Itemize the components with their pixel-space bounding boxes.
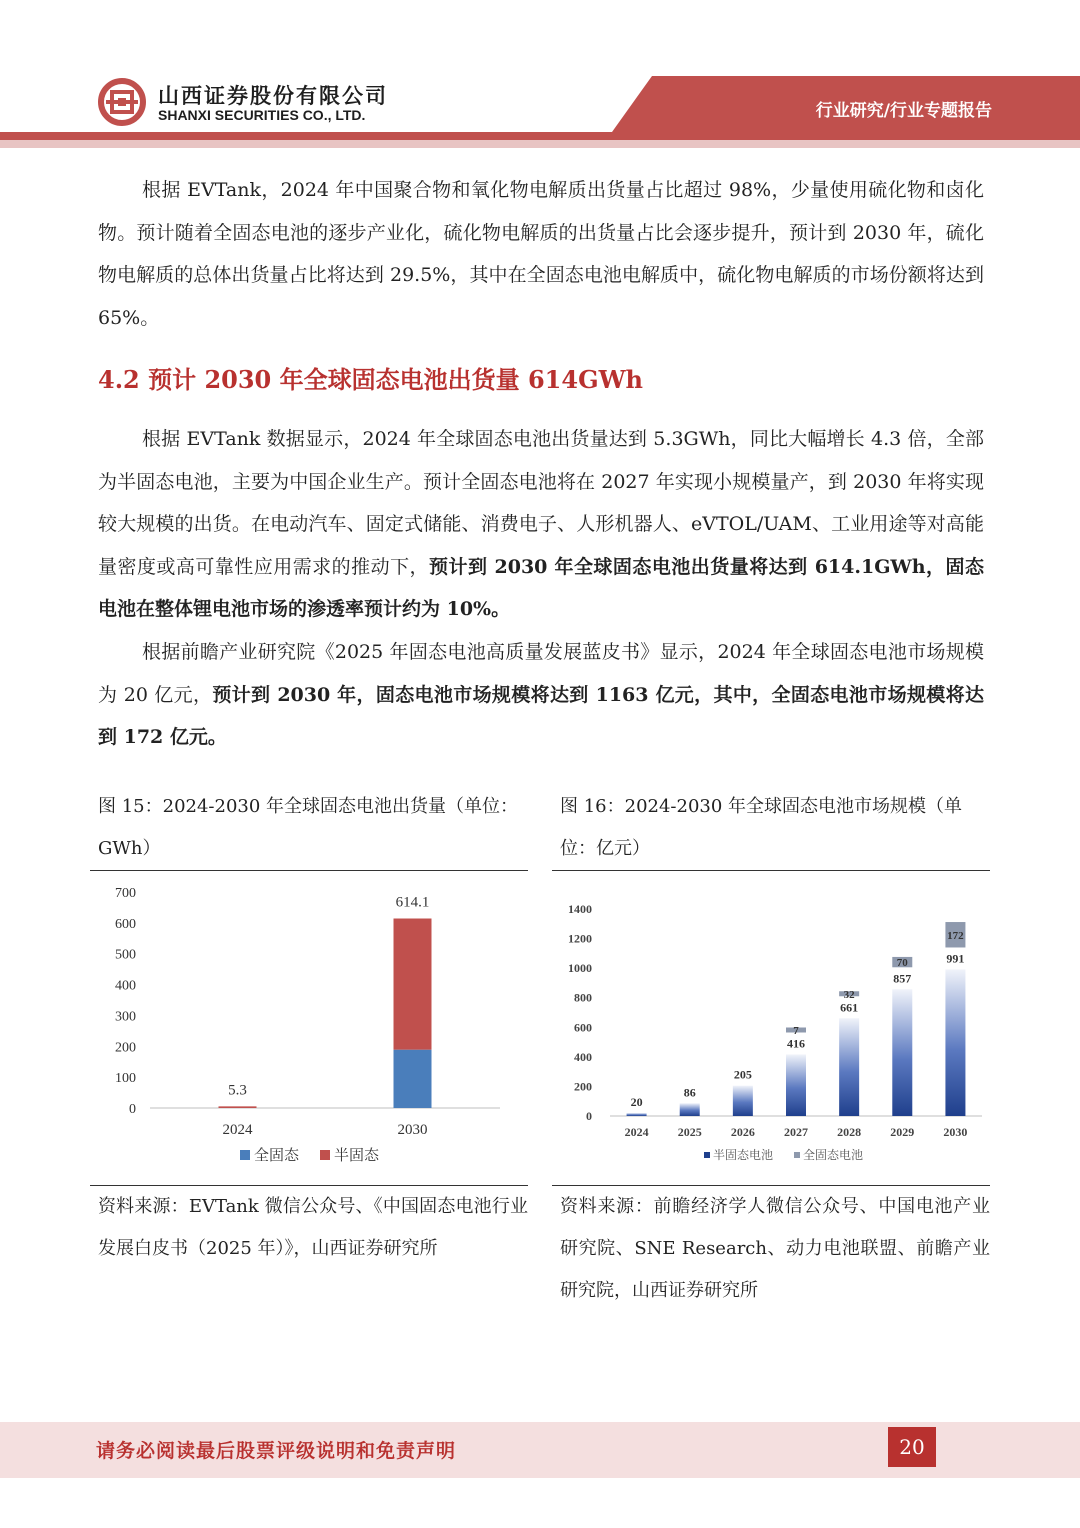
bar-all-label: 32 <box>843 988 855 1001</box>
figure15-chart <box>90 874 530 1184</box>
bar-semi-solid <box>945 969 965 1116</box>
report-type-label: 行业研究/行业专题报告 <box>815 101 992 121</box>
figure15-top-rule <box>90 870 528 871</box>
bar-semi-label: 20 <box>630 1095 643 1110</box>
y-tick-label: 100 <box>115 1071 136 1087</box>
company-name-en: SHANXI SECURITIES CO., LTD. <box>158 107 366 123</box>
y-tick-label: 0 <box>129 1102 136 1117</box>
y-tick-label: 400 <box>115 978 136 994</box>
legend-label: 半固态 <box>334 1148 380 1164</box>
y-tick-label: 1000 <box>568 961 592 976</box>
paragraph-shipment <box>98 418 984 631</box>
bar-semi-solid <box>733 1086 753 1116</box>
x-tick-label: 2030 <box>943 1125 968 1139</box>
legend-label: 全固态电池 <box>803 1148 864 1162</box>
company-logo-icon <box>98 78 146 126</box>
legend-label: 半固态电池 <box>713 1148 774 1162</box>
x-tick-label: 2029 <box>890 1125 915 1139</box>
section-title: 4.2 预计 2030 年全球固态电池出货量 614GWh <box>98 365 643 394</box>
bar-segment <box>219 1106 257 1108</box>
paragraph-shipment-highlight: 预计到 2030 年全球固态电池出货量将达到 614.1GWh，固态电池在整体锂电池市场的渗透率预计约为 10%。 <box>98 555 984 620</box>
x-tick-label: 2028 <box>837 1125 862 1139</box>
page-number: 20 <box>888 1427 936 1467</box>
bar-semi-solid <box>680 1103 700 1116</box>
y-tick-label: 200 <box>115 1040 136 1056</box>
x-tick-label: 2027 <box>784 1125 808 1139</box>
header-banner <box>0 0 1080 148</box>
y-tick-label: 600 <box>115 916 136 932</box>
company-name-cn: 山西证券股份有限公司 <box>158 84 388 108</box>
y-tick-label: 800 <box>574 990 592 1005</box>
bar-semi-label: 86 <box>683 1085 696 1100</box>
y-tick-label: 200 <box>574 1079 592 1094</box>
figure16-source: 资料来源：前瞻经济学人微信公众号、中国电池产业研究院、SNE Research、动力电池联盟、前瞻产业研究院，山西证券研究所 <box>560 1196 990 1301</box>
bar-semi-label: 661 <box>840 1000 859 1015</box>
figure16-chart <box>552 874 992 1184</box>
figure16-caption: 图 16：2024-2030 年全球固态电池市场规模（单位：亿元） <box>560 796 963 859</box>
bar-semi-solid <box>627 1113 647 1116</box>
x-tick-label: 2025 <box>677 1125 702 1139</box>
legend-swatch <box>794 1152 800 1158</box>
x-tick-label: 2024 <box>624 1125 649 1139</box>
legend-label: 全固态 <box>254 1148 300 1164</box>
y-tick-label: 500 <box>115 947 136 963</box>
figure16-top-rule <box>552 870 990 871</box>
bar-total-label: 614.1 <box>395 894 430 911</box>
y-tick-label: 700 <box>115 886 136 901</box>
figure15-source: 资料来源：EVTank 微信公众号、《中国固态电池行业发展白皮书（2025 年）》，山西证券研究所 <box>98 1196 528 1259</box>
x-tick-label: 2030 <box>397 1122 428 1138</box>
x-tick-label: 2024 <box>222 1122 253 1138</box>
page-header <box>0 0 1080 148</box>
y-tick-label: 1400 <box>568 902 592 916</box>
paragraph-shipment-text: 根据 EVTank 数据显示，2024 年全球固态电池出货量达到 5.3GWh，同比大幅增长 4.3 倍，全部为半固态电池，主要为中国企业生产。预计全固态电池将在 2027 年实现小规模量产，到 2030 年将实现较大规模的出货。在电动汽车、固定式储能、消费电子、人形机器人、eVTOL/UAM、工业用途等对高能量密度或高可靠性应用需求的推动下， <box>98 428 984 578</box>
legend-swatch <box>704 1152 710 1158</box>
bar-semi-solid <box>892 989 912 1116</box>
x-tick-label: 2026 <box>730 1125 755 1139</box>
paragraph-market-size <box>98 631 984 759</box>
bar-semi-label: 991 <box>946 951 965 966</box>
y-tick-label: 600 <box>574 1020 592 1035</box>
bar-semi-label: 857 <box>893 971 912 986</box>
footer-disclaimer: 请务必阅读最后股票评级说明和免责声明 <box>96 1440 457 1462</box>
paragraph-electrolyte: 根据 EVTank，2024 年中国聚合物和氧化物电解质出货量占比超过 98%，少量使用硫化物和卤化物。预计随着全固态电池的逐步产业化，硫化物电解质的出货量占比会逐步提升，预计到 2030 年，硫化物电解质的总体出货量占比将达到 29.5%，其中在全固态电池电解质中，硫化物电解质的市场份额将达到 65%。 <box>98 179 984 329</box>
bar-semi-label: 205 <box>733 1067 752 1082</box>
legend-swatch <box>240 1150 250 1160</box>
y-tick-label: 300 <box>115 1009 136 1025</box>
y-tick-label: 1200 <box>568 931 592 946</box>
bar-total-label: 5.3 <box>228 1082 247 1099</box>
bar-segment <box>394 1050 432 1108</box>
bar-semi-solid <box>786 1054 806 1116</box>
y-tick-label: 0 <box>586 1109 592 1123</box>
bar-all-label: 70 <box>896 957 908 970</box>
bar-semi-solid <box>839 1018 859 1116</box>
y-tick-label: 400 <box>574 1049 592 1064</box>
bar-all-label: 7 <box>793 1024 799 1037</box>
figure15-caption: 图 15：2024-2030 年全球固态电池出货量（单位：GWh） <box>98 796 519 859</box>
bar-segment <box>394 919 432 1050</box>
bar-all-label: 172 <box>947 929 964 942</box>
legend-swatch <box>320 1150 330 1160</box>
paragraph-market-text: 根据前瞻产业研究院《2025 年固态电池高质量发展蓝皮书》显示，2024 年全球固态电池市场规模为 20 亿元， <box>98 641 984 706</box>
paragraph-market-highlight: 预计到 2030 年，固态电池市场规模将达到 1163 亿元，其中，全固态电池市场规模将达到 172 亿元。 <box>98 683 984 748</box>
bar-semi-label: 416 <box>787 1036 805 1051</box>
